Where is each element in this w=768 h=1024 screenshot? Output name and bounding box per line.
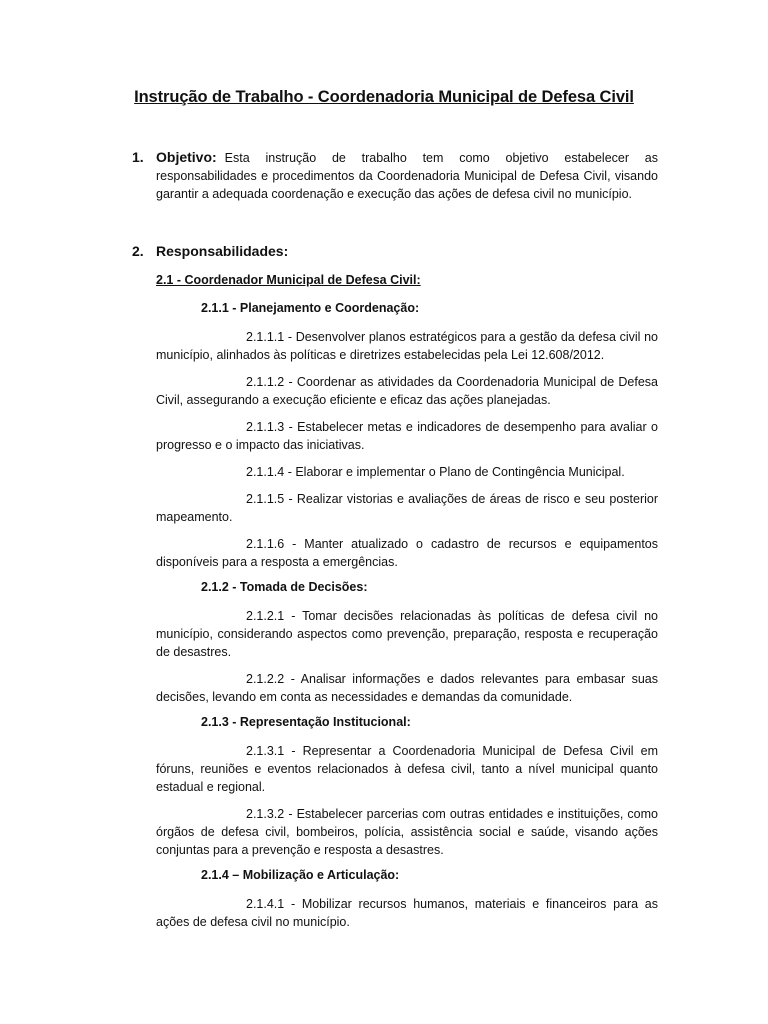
objective-heading <box>132 148 658 203</box>
paragraph-2111: 2.1.1.1 - Desenvolver planos estratégicos para a gestão da defesa civil no município, alinhados às políticas e diretrizes estabelecidas pela Lei 12.608/2012. <box>156 330 658 362</box>
paragraph-2112: 2.1.1.2 - Coordenar as atividades da Coordenadoria Municipal de Defesa Civil, assegurando a execução eficiente e eficaz das ações planejadas. <box>156 375 658 407</box>
representation-heading: 2.1.3 - Representação Institucional: <box>201 715 411 729</box>
planning-heading: 2.1.1 - Planejamento e Coordenação: <box>201 301 420 315</box>
document-title: Instrução de Trabalho - Coordenadoria Municipal de Defesa Civil <box>134 88 634 106</box>
coordinator-subheading: 2.1 - Coordenador Municipal de Defesa Civil: <box>156 273 421 287</box>
paragraph-2116: 2.1.1.6 - Manter atualizado o cadastro de recursos e equipamentos disponíveis para a resposta a emergências. <box>156 537 658 569</box>
paragraph-2121: 2.1.2.1 - Tomar decisões relacionadas às políticas de defesa civil no município, considerando aspectos como prevenção, preparação, resposta e recuperação de desastres. <box>156 609 658 659</box>
mobilization-heading: 2.1.4 – Mobilização e Articulação: <box>201 868 400 882</box>
objective-number: 1. <box>132 149 144 165</box>
objective-label: Objetivo: <box>156 149 217 165</box>
paragraph-2113: 2.1.1.3 - Estabelecer metas e indicadores de desempenho para avaliar o progresso e o impacto das iniciativas. <box>156 420 658 452</box>
objective-text: Esta instrução de trabalho tem como objetivo estabelecer as responsabilidades e procedimentos da Coordenadoria Municipal de Defesa Civil, visando garantir a adequada coordenação e execução das ações de defesa civil no município. <box>156 151 658 201</box>
responsibilities-section <box>132 242 658 260</box>
paragraph-2115: 2.1.1.5 - Realizar vistorias e avaliações de áreas de risco e seu posterior mapeamento. <box>156 492 658 524</box>
objective-paragraph <box>156 148 658 203</box>
objective-section <box>132 148 658 203</box>
paragraph-2141: 2.1.4.1 - Mobilizar recursos humanos, materiais e financeiros para as ações de defesa civil no município. <box>156 897 658 929</box>
paragraph-2114: 2.1.1.4 - Elaborar e implementar o Plano de Contingência Municipal. <box>246 465 625 479</box>
paragraph-2131: 2.1.3.1 - Representar a Coordenadoria Municipal de Defesa Civil em fóruns, reuniões e eventos relacionados à defesa civil, tanto a nível municipal quanto estadual e regional. <box>156 744 658 794</box>
paragraph-2122: 2.1.2.2 - Analisar informações e dados relevantes para embasar suas decisões, levando em conta as necessidades e demandas da comunidade. <box>156 672 658 704</box>
paragraph-2132: 2.1.3.2 - Estabelecer parcerias com outras entidades e instituições, como órgãos de defesa civil, bombeiros, polícia, assistência social e saúde, visando ações conjuntas para a prevenção e resposta a desastres. <box>156 807 658 857</box>
responsibilities-number: 2. <box>132 243 144 259</box>
responsibilities-label: Responsabilidades: <box>156 243 289 259</box>
decisions-heading: 2.1.2 - Tomada de Decisões: <box>201 580 368 594</box>
responsibilities-heading <box>132 242 658 260</box>
